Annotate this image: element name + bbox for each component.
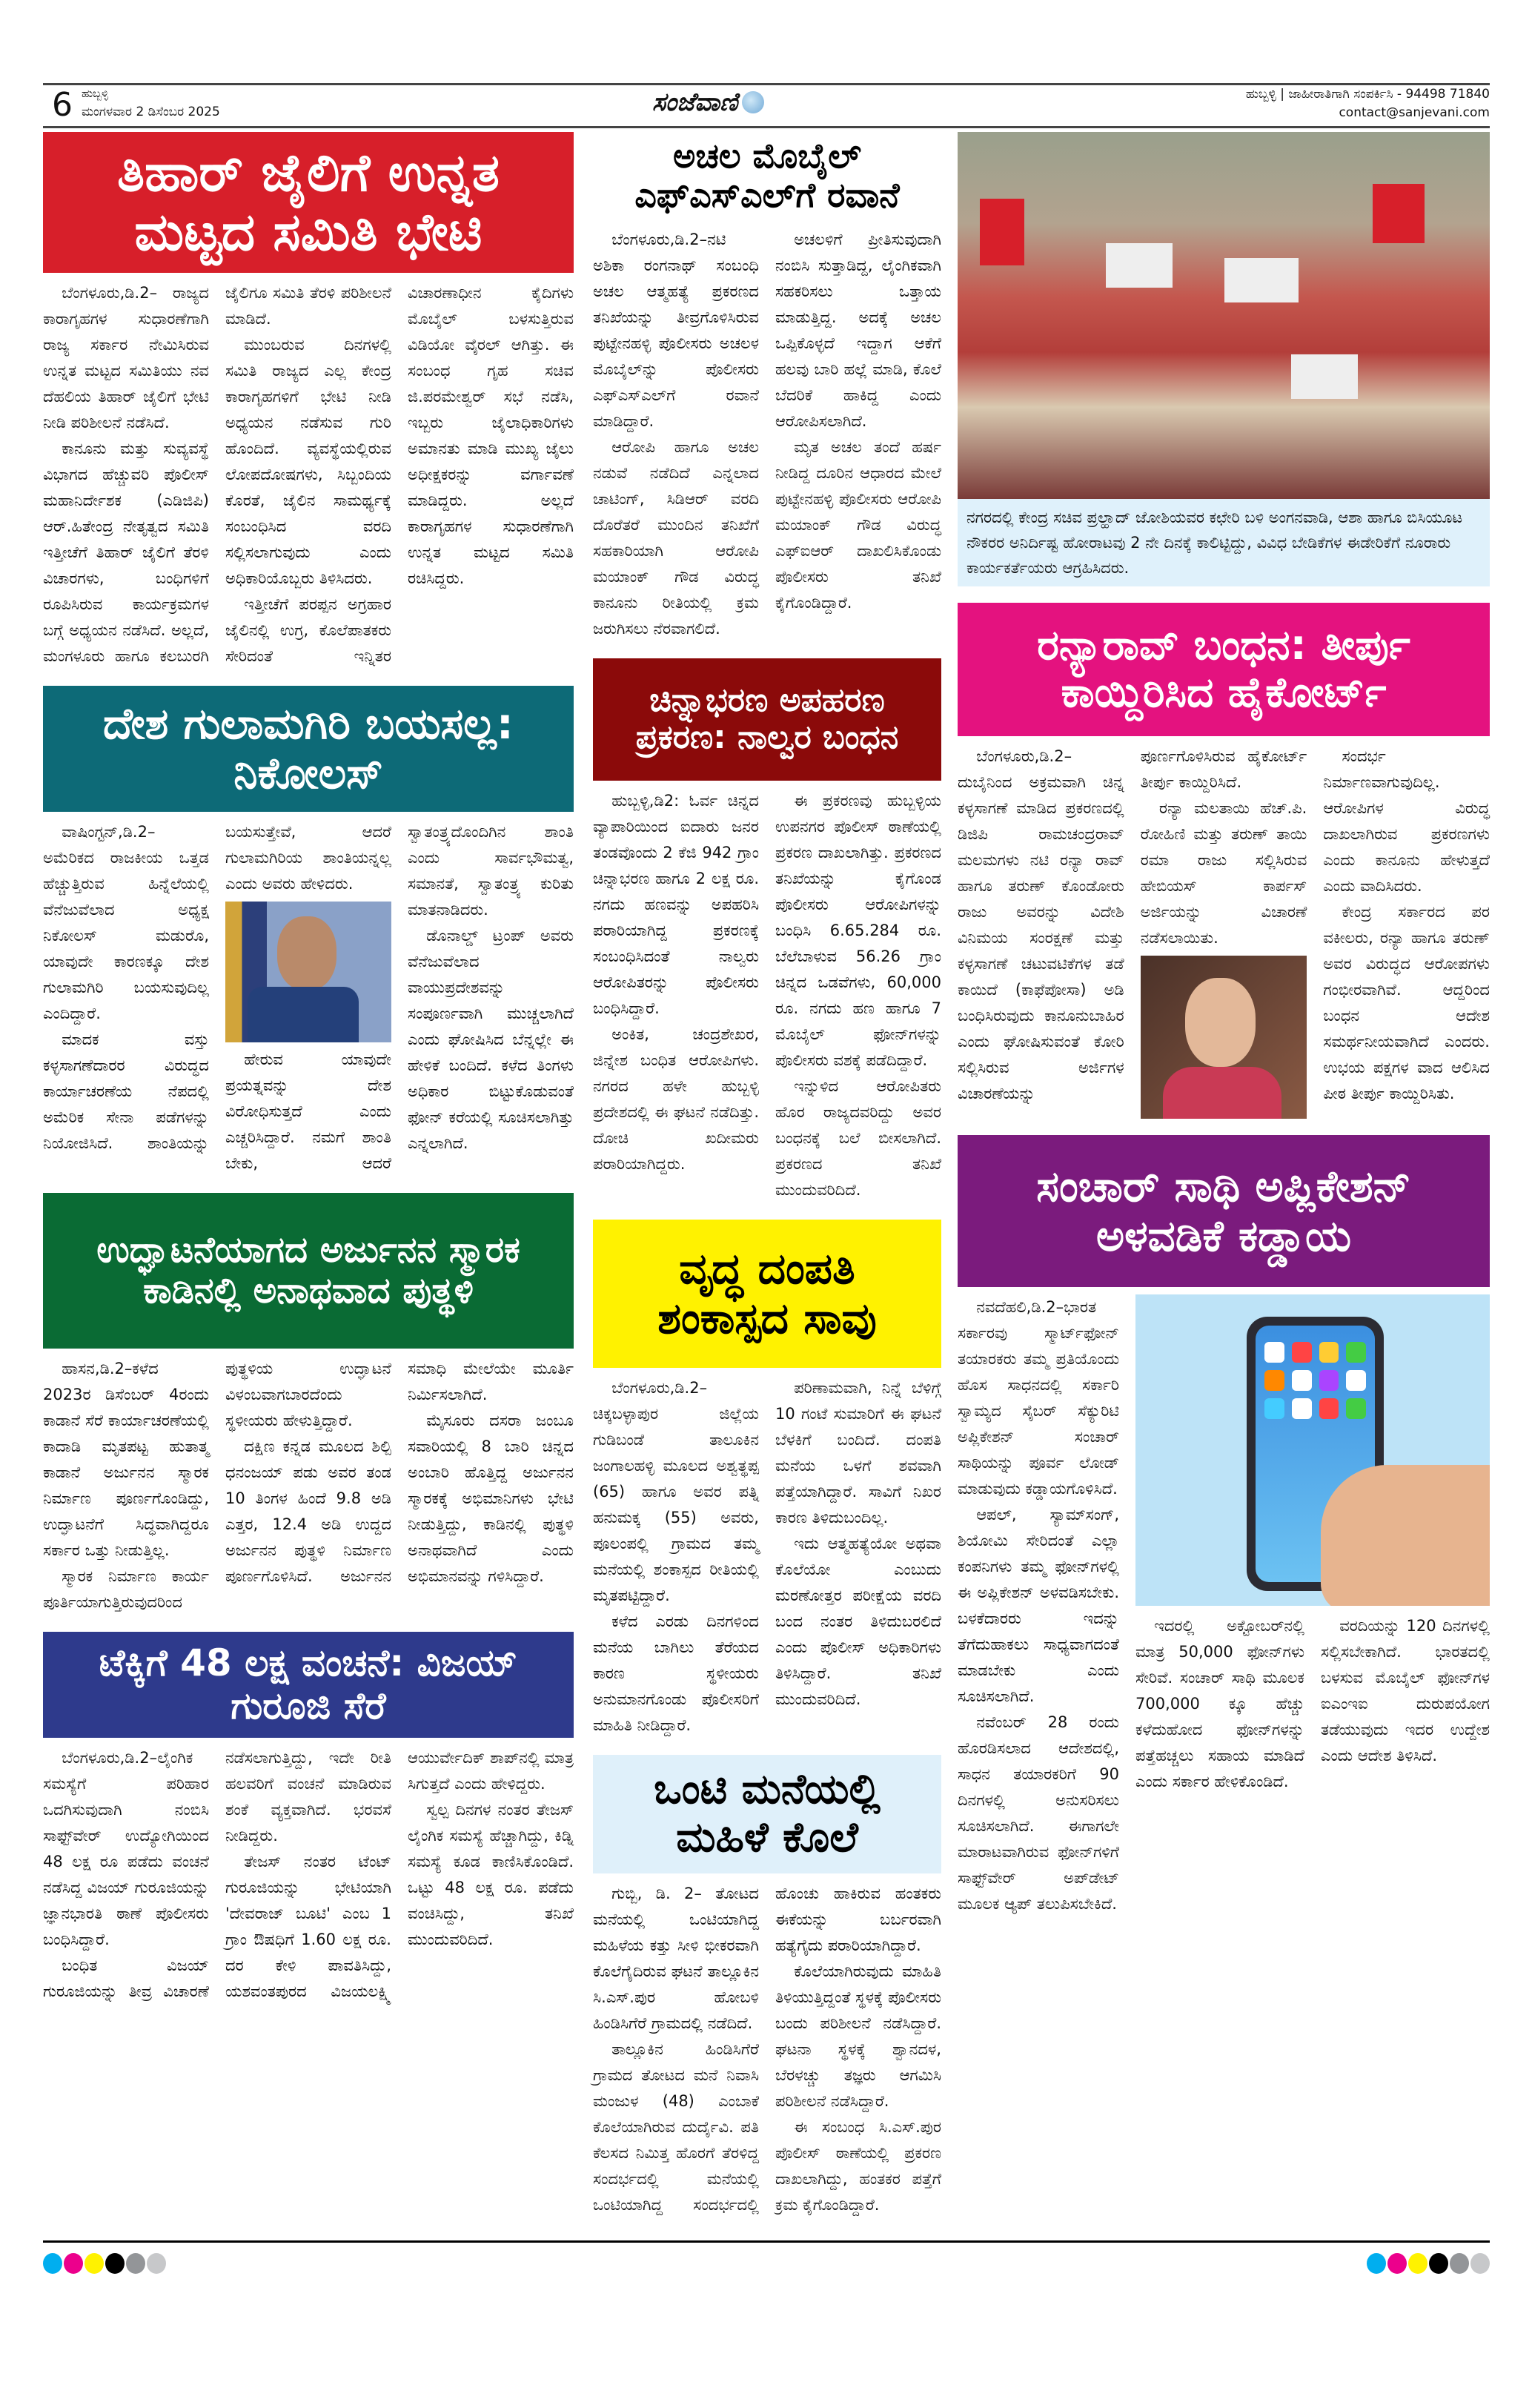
article-paragraph: ಕಾನೂನು ಮತ್ತು ಸುವ್ಯವಸ್ಥೆ ವಿಭಾಗದ ಹೆಚ್ಚುವರಿ ಪೊಲೀಸ್ ಮಹಾನಿರ್ದೇಶಕ (ಎಡಿಜಿಪಿ) ಆರ್.ಹಿತೇಂದ್ರ ನೇತೃತ್ವದ ಸಮಿತಿ ಇತ್ತೀಚೆಗೆ ತಿಹಾರ್ ಜೈಲಿಗೆ ತೆರಳಿ ವಿಚಾರಗಳು, ಬಂಧಿಗಳಿಗೆ ರೂಪಿಸಿರುವ ಕಾರ್ಯಕ್ರಮಗಳ ಬಗ್ಗೆ ಅಧ್ಯಯನ ನಡೆಸಿದೆ. ಅಲ್ಲದೆ, ಮಂಗಳೂರು ಹಾಗೂ ಕಲಬುರಗಿ ಜೈಲಿಗೂ ಸಮಿತಿ ತೆರಳಿ ಪರಿಶೀಲನೆ ಮಾಡಿದೆ.	[43, 284, 391, 665]
article-paragraph: ಸ್ಮಾರಕ ನಿರ್ಮಾಣ ಕಾರ್ಯ ಪೂರ್ತಿಯಾಗುತ್ತಿರುವುದರಿಂದ ಪುತ್ಥಳಿಯ ಉದ್ಘಾಟನೆ ವಿಳಂಬವಾಗಬಾರದೆಂದು ಸ್ಥಳೀಯರು ಹೇಳುತ್ತಿದ್ದಾರೆ.	[43, 1360, 391, 1611]
headline-chinnabharana: ಚಿನ್ನಾಭರಣ ಅಪಹರಣ ಪ್ರಕರಣ: ನಾಲ್ವರ ಬಂಧನ	[593, 658, 941, 781]
registration-dot	[1387, 2253, 1407, 2274]
article-vriddha-body	[593, 1375, 941, 1739]
article-udghatane-body	[43, 1356, 574, 1615]
article-paragraph: ಹುಬ್ಬಳ್ಳಿ,ಡಿ2: ಓರ್ವ ಚಿನ್ನದ ವ್ಯಾಪಾರಿಯಿಂದ ಐದಾರು ಜನರ ತಂಡವೊಂದು 2 ಕೆಜಿ 942 ಗ್ರಾಂ ಚಿನ್ನಾಭರಣ ಹಾಗೂ 2 ಲಕ್ಷ ರೂ. ನಗದು ಹಣವನ್ನು ಅಪಹರಿಸಿ ಪರಾರಿಯಾಗಿದ್ದ ಪ್ರಕರಣಕ್ಕೆ ಸಂಬಂಧಿಸಿದಂತೆ ನಾಲ್ವರು ಆರೋಪಿತರನ್ನು ಪೊಲೀಸರು ಬಂಧಿಸಿದ್ದಾರೆ.	[593, 791, 759, 1017]
article-paragraph: ಬಂಧಿತ ವಿಜಯ್ ಗುರೂಜಿಯನ್ನು ತೀವ್ರ ವಿಚಾರಣೆ ನಡೆಸಲಾಗುತ್ತಿದ್ದು, ಇದೇ ರೀತಿ ಹಲವರಿಗೆ ವಂಚನೆ ಮಾಡಿರುವ ಶಂಕೆ ವ್ಯಕ್ತವಾಗಿದೆ. ಭರವಸೆ ನೀಡಿದ್ದರು.	[43, 1749, 391, 2000]
right-column	[958, 132, 1490, 1917]
article-sanchar	[958, 1135, 1490, 1917]
headline-achala: ಅಚಲ ಮೊಬೈಲ್ ಎಫ್‌ಎಸ್‌ಎಲ್‌ಗೆ ರವಾನೆ	[634, 136, 900, 215]
article-desha-body	[43, 819, 574, 1177]
article-chinnabharana	[593, 658, 941, 1203]
sanchar-layout	[958, 1287, 1490, 1917]
headline-ranya: ರನ್ಯಾರಾವ್ ಬಂಧನ: ತೀರ್ಪು ಕಾಯ್ದಿರಿಸಿದ ಹೈಕೋರ್ಟ್	[958, 603, 1490, 736]
middle-column	[593, 132, 941, 2218]
article-paragraph: ನವೆಂಬರ್ 28 ರಂದು ಹೊರಡಿಸಲಾದ ಆದೇಶದಲ್ಲಿ, ಸಾಧನ ತಯಾರಕರಿಗೆ 90 ದಿನಗಳಲ್ಲಿ ಅನುಸರಿಸಲು ಸೂಚಿಸಲಾಗಿದೆ. ಈಗಾಗಲೇ ಮಾರಾಟವಾಗಿರುವ ಫೋನ್‌ಗಳಿಗೆ ಸಾಫ್ಟ್‌ವೇರ್ ಅಪ್‌ಡೇಟ್ ಮೂಲಕ ಆ್ಯಪ್ ತಲುಪಿಸಬೇಕಿದೆ.	[958, 1713, 1119, 1913]
article-ranya	[958, 603, 1490, 1119]
registration-dot	[1450, 2253, 1469, 2274]
article-paragraph: ಪರಿಣಾಮವಾಗಿ, ನಿನ್ನೆ ಬೆಳಿಗ್ಗೆ 10 ಗಂಟೆ ಸುಮಾರಿಗೆ ಈ ಘಟನೆ ಬೆಳಕಿಗೆ ಬಂದಿದೆ. ದಂಪತಿ ಮನೆಯ ಒಳಗೆ ಶವವಾಗಿ ಪತ್ತೆಯಾಗಿದ್ದಾರೆ. ಸಾವಿಗೆ ನಿಖರ ಕಾರಣ ತಿಳಿದುಬಂದಿಲ್ಲ.	[775, 1378, 941, 1526]
article-paragraph: ಇದರಲ್ಲಿ ಅಕ್ಟೋಬರ್‌ನಲ್ಲಿ ಮಾತ್ರ 50,000 ಫೋನ್‌ಗಳು ಸೇರಿವೆ. ಸಂಚಾರ್ ಸಾಥಿ ಮೂಲಕ 700,000 ಕ್ಕೂ ಹೆಚ್ಚು ಕಳೆದುಹೋದ ಫೋನ್‌ಗಳನ್ನು ಪತ್ತೆಹಚ್ಚಲು ಸಹಾಯ ಮಾಡಿದೆ ಎಂದು ಸರ್ಕಾರ ಹೇಳಿಕೊಂಡಿದೆ.	[1135, 1617, 1304, 1790]
article-vriddha	[593, 1220, 941, 1739]
article-paragraph: ಗುಬ್ಬಿ, ಡಿ. 2– ತೋಟದ ಮನೆಯಲ್ಲಿ ಒಂಟಿಯಾಗಿದ್ದ ಮಹಿಳೆಯ ಕತ್ತು ಸೀಳಿ ಭೀಕರವಾಗಿ ಕೊಲೆಗೈದಿರುವ ಘಟನೆ ತಾಲ್ಲೂಕಿನ ಸಿ.ಎಸ್.ಪುರ ಹೋಬಳಿ ಹಿಂಡಿಸಿಗೆರೆ ಗ್ರಾಮದಲ್ಲಿ ನಡೆದಿದೆ.	[593, 1884, 759, 2032]
article-paragraph: ಈ ಸಂಬಂಧ ಸಿ.ಎಸ್.ಪುರ ಪೊಲೀಸ್ ಠಾಣೆಯಲ್ಲಿ ಪ್ರಕರಣ ದಾಖಲಾಗಿದ್ದು, ಹಂತಕರ ಪತ್ತೆಗೆ ಕ್ರಮ ಕೈಗೊಂಡಿದ್ದಾರೆ.	[775, 2117, 941, 2214]
registration-dot	[84, 2253, 104, 2274]
article-paragraph: ತೇಜಸ್ ನಂತರ ಟೆಂಟ್ ಗುರೂಜಿಯನ್ನು ಭೇಟಿಯಾಗಿ 'ದೇವರಾಜ್ ಬೂಟಿ' ಎಂಬ 1 ಗ್ರಾಂ ಔಷಧಿಗೆ 1.60 ಲಕ್ಷ ರೂ. ದರ ಕೇಳಿ ಪಾವತಿಸಿದ್ದು, ಯಶವಂತಪುರದ ವಿಜಯಲಕ್ಷ್ಮಿ ಆಯುರ್ವೇದಿಕ್ ಶಾಪ್‌ನಲ್ಲಿ ಮಾತ್ರ ಸಿಗುತ್ತದೆ ಎಂದು ಹೇಳಿದ್ದರು.	[225, 1749, 574, 2000]
ad-contact: ಹುಬ್ಬಳ್ಳಿ | ಜಾಹೀರಾತಿಗಾಗಿ ಸಂಪರ್ಕಿಸಿ - 94498 71840	[1245, 87, 1490, 102]
page-footer	[43, 2240, 1490, 2300]
registration-marks-right	[1367, 2253, 1490, 2300]
article-paragraph: ಮುಂಬರುವ ದಿನಗಳಲ್ಲಿ ಸಮಿತಿ ರಾಜ್ಯದ ಎಲ್ಲ ಕೇಂದ್ರ ಕಾರಾಗೃಹಗಳಿಗೆ ಭೇಟಿ ನೀಡಿ ಅಧ್ಯಯನ ನಡೆಸುವ ಗುರಿ ಹೊಂದಿದೆ. ವ್ಯವಸ್ಥೆಯಲ್ಲಿರುವ ಲೋಪದೋಷಗಳು, ಸಿಬ್ಬಂದಿಯ ಕೊರತೆ, ಜೈಲಿನ ಸಾಮರ್ಥ್ಯಕ್ಕೆ ಸಂಬಂಧಿಸಿದ ವರದಿ ಸಲ್ಲಿಸಲಾಗುವುದು ಎಂದು ಅಧಿಕಾರಿಯೊಬ್ಬರು ತಿಳಿಸಿದರು.	[225, 336, 391, 587]
article-paragraph: ಡೊನಾಲ್ಡ್ ಟ್ರಂಪ್ ಅವರು ವೆನೆಜುವೆಲಾದ ವಾಯುಪ್ರದೇಶವನ್ನು ಸಂಪೂರ್ಣವಾಗಿ ಮುಚ್ಚಲಾಗಿದೆ ಎಂದು ಘೋಷಿಸಿದ ಬೆನ್ನಲ್ಲೇ ಈ ಹೇಳಿಕೆ ಬಂದಿದೆ. ಕಳೆದ ತಿಂಗಳು ಅಧಿಕಾರ ಬಿಟ್ಟುಕೊಡುವಂತೆ ಫೋನ್ ಕರೆಯಲ್ಲಿ ಸೂಚಿಸಲಾಗಿತ್ತು ಎನ್ನಲಾಗಿದೆ.	[408, 927, 574, 1152]
edition-city: ಹುಬ್ಬಳ್ಳಿ	[82, 87, 109, 100]
article-paragraph: ಸಂದರ್ಭ ನಿರ್ಮಾಣವಾಗುವುದಿಲ್ಲ. ಆರೋಪಿಗಳ ವಿರುದ್ಧ ದಾಖಲಾಗಿರುವ ಪ್ರಕರಣಗಳು ಎಂದು ಕಾನೂನು ಹೇಳುತ್ತದೆ ಎಂದು ವಾದಿಸಿದರು.	[1323, 747, 1490, 895]
headline-sanchar: ಸಂಚಾರ್ ಸಾಥಿ ಅಪ್ಲಿಕೇಶನ್ ಅಳವಡಿಕೆ ಕಡ್ಡಾಯ	[958, 1135, 1490, 1287]
article-paragraph: ಮಾದಕ ವಸ್ತು ಕಳ್ಳಸಾಗಣೆದಾರರ ವಿರುದ್ಧದ ಕಾರ್ಯಾಚರಣೆಯ ನೆಪದಲ್ಲಿ ಅಮೆರಿಕ ಸೇನಾ ಪಡೆಗಳನ್ನು ನಿಯೋಜಿಸಿದೆ. ಶಾಂತಿಯನ್ನು ಬಯಸುತ್ತೇವೆ, ಆದರೆ ಗುಲಾಮಗಿರಿಯ ಶಾಂತಿಯನ್ನಲ್ಲ ಎಂದು ಅವರು ಹೇಳಿದರು.	[43, 823, 391, 1152]
article-paragraph: ಹೇರುವ ಯಾವುದೇ ಪ್ರಯತ್ನವನ್ನು ದೇಶ ವಿರೋಧಿಸುತ್ತದೆ ಎಂದು ಎಚ್ಚರಿಸಿದ್ದಾರೆ. ನಮಗೆ ಶಾಂತಿ ಬೇಕು, ಆದರೆ ಸ್ವಾತಂತ್ರ್ಯದೊಂದಿಗಿನ ಶಾಂತಿ ಎಂದು ಸಾರ್ವಭೌಮತ್ವ, ಸಮಾನತೆ, ಸ್ವಾತಂತ್ರ್ಯ ಕುರಿತು ಮಾತನಾಡಿದರು.	[225, 823, 574, 1172]
registration-dot	[1429, 2253, 1448, 2274]
headline-vriddha: ವೃದ್ಧ ದಂಪತಿ ಶಂಕಾಸ್ಪದ ಸಾವು	[593, 1220, 941, 1368]
page-number: 6	[52, 86, 73, 124]
registration-dot	[126, 2253, 145, 2274]
article-ranya-body	[958, 744, 1490, 1119]
article-paragraph: ದಕ್ಷಿಣ ಕನ್ನಡ ಮೂಲದ ಶಿಲ್ಪಿ ಧನಂಜಯ್ ಪಡು ಅವರ ತಂಡ 10 ತಿಂಗಳ ಹಿಂದೆ 9.8 ಅಡಿ ಎತ್ತರ, 12.4 ಅಡಿ ಉದ್ದದ ಅರ್ಜುನನ ಪುತ್ಥಳಿ ನಿರ್ಮಾಣ ಪೂರ್ಣಗೊಳಿಸಿದೆ. ಅರ್ಜುನನ ಸಮಾಧಿ ಮೇಲೆಯೇ ಮೂರ್ತಿ ನಿರ್ಮಿಸಲಾಗಿದೆ.	[225, 1360, 574, 1585]
article-tihar	[43, 132, 574, 669]
article-onti	[593, 1755, 941, 2218]
protest-photo	[958, 132, 1490, 499]
headline-desha: ದೇಶ ಗುಲಾಮಗಿರಿ ಬಯಸಲ್ಲ: ನಿಕೋಲಸ್	[43, 686, 574, 812]
article-sanchar-body	[958, 1294, 1119, 1917]
registration-dot	[1408, 2253, 1427, 2274]
smartphone-photo	[1135, 1294, 1490, 1606]
article-udghatane	[43, 1193, 574, 1615]
article-paragraph: ಇದು ಆತ್ಮಹತ್ಯೆಯೋ ಅಥವಾ ಕೊಲೆಯೋ ಎಂಬುದು ಮರಣೋತ್ತರ ಪರೀಕ್ಷೆಯ ವರದಿ ಬಂದ ನಂತರ ತಿಳಿದುಬರಲಿದೆ ಎಂದು ಪೊಲೀಸ್ ಅಧಿಕಾರಿಗಳು ತಿಳಿಸಿದ್ದಾರೆ. ತನಿಖೆ ಮುಂದುವರಿದಿದೆ.	[775, 1534, 941, 1708]
article-paragraph: ಕಳೆದ ಎರಡು ದಿನಗಳಿಂದ ಮನೆಯ ಬಾಗಿಲು ತೆರೆಯದ ಕಾರಣ ಸ್ಥಳೀಯರು ಅನುಮಾನಗೊಂಡು ಪೊಲೀಸರಿಗೆ ಮಾಹಿತಿ ನೀಡಿದ್ದಾರೆ.	[593, 1612, 759, 1734]
protest-photo-caption: ನಗರದಲ್ಲಿ ಕೇಂದ್ರ ಸಚಿವ ಪ್ರಲ್ಹಾದ್ ಜೋಶಿಯವರ ಕಛೇರಿ ಬಳಿ ಅಂಗನವಾಡಿ, ಆಶಾ ಹಾಗೂ ಬಿಸಿಯೂಟ ನೌಕರರ ಅನಿರ್ದಿಷ್ಟ ಹೋರಾಟವು 2 ನೇ ದಿನಕ್ಕೆ ಕಾಲಿಟ್ಟಿದ್ದು, ವಿವಿಧ ಬೇಡಿಕೆಗಳ ಈಡೇರಿಕೆಗೆ ನೂರಾರು ಕಾರ್ಯಕರ್ತೆಯರು ಆಗ್ರಹಿಸಿದರು.	[958, 499, 1490, 586]
registration-dot	[43, 2253, 62, 2274]
article-paragraph: ಅಚಲಳಿಗೆ ಪ್ರೀತಿಸುವುದಾಗಿ ನಂಬಿಸಿ ಸುತ್ತಾಡಿದ್ದ, ಲೈಂಗಿಕವಾಗಿ ಸಹಕರಿಸಲು ಒತ್ತಾಯ ಮಾಡುತ್ತಿದ್ದ. ಅದಕ್ಕೆ ಅಚಲ ಒಪ್ಪಿಕೊಳ್ಳದೆ ಇದ್ದಾಗ ಆಕೆಗೆ ಹಲವು ಬಾರಿ ಹಲ್ಲೆ ಮಾಡಿ, ಕೊಲೆ ಬೆದರಿಕೆ ಹಾಕಿದ್ದ ಎಂದು ಆರೋಪಿಸಲಾಗಿದೆ.	[775, 230, 941, 430]
headline-onti: ಒಂಟಿ ಮನೆಯಲ್ಲಿ ಮಹಿಳೆ ಕೊಲೆ	[593, 1755, 941, 1873]
article-paragraph: ಹಾಸನ,ಡಿ.2–ಕಳೆದ 2023ರ ಡಿಸೆಂಬರ್ 4ರಂದು ಕಾಡಾನೆ ಸೆರೆ ಕಾರ್ಯಾಚರಣೆಯಲ್ಲಿ ಕಾದಾಡಿ ಮೃತಪಟ್ಟ ಹುತಾತ್ಮ ಕಾಡಾನೆ ಅರ್ಜುನನ ಸ್ಮಾರಕ ನಿರ್ಮಾಣ ಪೂರ್ಣಗೊಂಡಿದ್ದು, ಉದ್ಘಾಟನೆಗೆ ಸಿದ್ಧವಾಗಿದ್ದರೂ ಸರ್ಕಾರ ಒತ್ತು ನೀಡುತ್ತಿಲ್ಲ.	[43, 1360, 209, 1559]
article-paragraph: ಬೆಂಗಳೂರು,ಡಿ.2–ದುಬೈನಿಂದ ಅಕ್ರಮವಾಗಿ ಚಿನ್ನ ಕಳ್ಳಸಾಗಣೆ ಮಾಡಿದ ಪ್ರಕರಣದಲ್ಲಿ ಡಿಜಿಪಿ ರಾಮಚಂದ್ರರಾವ್ ಮಲಮಗಳು ನಟಿ ರನ್ಯಾ ರಾವ್ ಹಾಗೂ ತರುಣ್ ಕೊಂಡೋರು ರಾಜು ಅವರನ್ನು ವಿದೇಶಿ ವಿನಿಮಯ ಸಂರಕ್ಷಣೆ ಮತ್ತು ಕಳ್ಳಸಾಗಣೆ ಚಟುವಟಿಕೆಗಳ ತಡೆ ಕಾಯಿದೆ (ಕಾಫೆಪೋಸಾ) ಅಡಿ ಬಂಧಿಸಿರುವುದು ಕಾನೂನುಬಾಹಿರ ಎಂದು ಘೋಷಿಸುವಂತೆ ಕೋರಿ ಸಲ್ಲಿಸಿರುವ ಅರ್ಜಿಗಳ ವಿಚಾರಣೆಯನ್ನು ಪೂರ್ಣಗೊಳಿಸಿರುವ ಹೈಕೋರ್ಟ್ ತೀರ್ಪು ಕಾಯ್ದಿರಿಸಿದೆ.	[958, 747, 1307, 1102]
article-paragraph: ಇತ್ತೀಚೆಗೆ ಪರಪ್ಪನ ಅಗ್ರಹಾರ ಜೈಲಿನಲ್ಲಿ ಉಗ್ರ, ಕೊಲೆಪಾತಕರು ಸೇರಿದಂತೆ ಇನ್ನಿತರ ವಿಚಾರಣಾಧೀನ ಕೈದಿಗಳು ಮೊಬೈಲ್ ಬಳಸುತ್ತಿರುವ ವಿಡಿಯೋ ವೈರಲ್ ಆಗಿತ್ತು. ಈ ಸಂಬಂಧ ಗೃಹ ಸಚಿವ ಜಿ.ಪರಮೇಶ್ವರ್ ಸಭೆ ನಡೆಸಿ, ಇಬ್ಬರು ಜೈಲಾಧಿಕಾರಿಗಳು ಅಮಾನತು ಮಾಡಿ ಮುಖ್ಯ ಜೈಲು ಅಧೀಕ್ಷಕರನ್ನು ವರ್ಗಾವಣೆ ಮಾಡಿದ್ದರು. ಅಲ್ಲದೆ ಕಾರಾಗೃಹಗಳ ಸುಧಾರಣೆಗಾಗಿ ಉನ್ನತ ಮಟ್ಟದ ಸಮಿತಿ ರಚಿಸಿದ್ದರು.	[225, 284, 574, 665]
ranya-rao-photo	[1141, 956, 1307, 1119]
article-achala-body	[593, 227, 941, 642]
registration-dot	[64, 2253, 83, 2274]
article-paragraph: ಸ್ವಲ್ಪ ದಿನಗಳ ನಂತರ ತೇಜಸ್ ಲೈಂಗಿಕ ಸಮಸ್ಯೆ ಹೆಚ್ಚಾಗಿದ್ದು, ಕಿಡ್ನಿ ಸಮಸ್ಯೆ ಕೂಡ ಕಾಣಿಸಿಕೊಂಡಿದೆ. ಒಟ್ಟು 48 ಲಕ್ಷ ರೂ. ಪಡೆದು ವಂಚಿಸಿದ್ದು, ತನಿಖೆ ಮುಂದುವರಿದಿದೆ.	[408, 1801, 574, 1948]
contact-email[interactable]: contact@sanjevani.com	[1339, 105, 1490, 120]
article-paragraph: ಬೆಂಗಳೂರು,ಡಿ.2– ರಾಜ್ಯದ ಕಾರಾಗೃಹಗಳ ಸುಧಾರಣೆಗಾಗಿ ರಾಜ್ಯ ಸರ್ಕಾರ ನೇಮಿಸಿರುವ ಉನ್ನತ ಮಟ್ಟದ ಸಮಿತಿಯು ನವ ದೆಹಲಿಯ ತಿಹಾರ್ ಜೈಲಿಗೆ ಭೇಟಿ ನೀಡಿ ಪರಿಶೀಲನೆ ನಡೆಸಿದೆ.	[43, 284, 209, 431]
issue-date: ಮಂಗಳವಾರ 2 ಡಿಸೆಂಬರ 2025	[82, 105, 220, 119]
headline-udghatane: ಉದ್ಘಾಟನೆಯಾಗದ ಅರ್ಜುನನ ಸ್ಮಾರಕ ಕಾಡಿನಲ್ಲಿ ಅನಾಥವಾದ ಪುತ್ಥಳಿ	[43, 1193, 574, 1349]
article-paragraph: ಬೆಂಗಳೂರು,ಡಿ.2–ಚಿಕ್ಕಬಳ್ಳಾಪುರ ಜಿಲ್ಲೆಯ ಗುಡಿಬಂಡೆ ತಾಲೂಕಿನ ಜಂಗಾಲಹಳ್ಳಿ ಮೂಲದ ಅಶ್ವತ್ಥಪ್ಪ (65) ಹಾಗೂ ಅವರ ಪತ್ನಿ ಹನುಮಕ್ಕ (55) ಅವರು, ಪೂಲಂಪಲ್ಲಿ ಗ್ರಾಮದ ತಮ್ಮ ಮನೆಯಲ್ಲಿ ಶಂಕಾಸ್ಪದ ರೀತಿಯಲ್ಲಿ ಮೃತಪಟ್ಟಿದ್ದಾರೆ.	[593, 1378, 759, 1604]
headline-tekkige: ಟೆಕ್ಕಿಗೆ 48 ಲಕ್ಷ ವಂಚನೆ: ವಿಜಯ್ ಗುರೂಜಿ ಸೆರೆ	[43, 1632, 574, 1738]
article-tekkige-body	[43, 1745, 574, 2005]
headline-tihar: ತಿಹಾರ್ ಜೈಲಿಗೆ ಉನ್ನತ ಮಟ್ಟದ ಸಮಿತಿ ಭೇಟಿ	[43, 132, 574, 273]
registration-dot	[147, 2253, 166, 2274]
article-paragraph: ಕೊಲೆಯಾಗಿರುವುದು ಮಾಹಿತಿ ತಿಳಿಯುತ್ತಿದ್ದಂತೆ ಸ್ಥಳಕ್ಕೆ ಪೊಲೀಸರು ಬಂದು ಪರಿಶೀಲನೆ ನಡೆಸಿದ್ದಾರೆ. ಘಟನಾ ಸ್ಥಳಕ್ಕೆ ಶ್ವಾನದಳ, ಬೆರಳಚ್ಚು ತಜ್ಞರು ಆಗಮಿಸಿ ಪರಿಶೀಲನೆ ನಡೆಸಿದ್ದಾರೆ.	[775, 1962, 941, 2110]
page-content	[43, 0, 1490, 2218]
article-achala	[593, 132, 941, 642]
article-paragraph: ಆಪಲ್, ಸ್ಯಾಮ್‌ಸಂಗ್, ಶಿಯೋಮಿ ಸೇರಿದಂತೆ ಎಲ್ಲಾ ಕಂಪನಿಗಳು ತಮ್ಮ ಫೋನ್‌ಗಳಲ್ಲಿ ಈ ಅಪ್ಲಿಕೇಶನ್ ಅಳವಡಿಸಬೇಕು. ಬಳಕೆದಾರರು ಇದನ್ನು ತೆಗೆದುಹಾಕಲು ಸಾಧ್ಯವಾಗದಂತೆ ಮಾಡಬೇಕು ಎಂದು ಸೂಚಿಸಲಾಗಿದೆ.	[958, 1506, 1119, 1705]
article-chinnabharana-body	[593, 788, 941, 1203]
article-paragraph: ರನ್ಯಾ ಮಲತಾಯಿ ಹೆಚ್.ಪಿ. ರೋಹಿಣಿ ಮತ್ತು ತರುಣ್ ತಾಯಿ ರಮಾ ರಾಜು ಸಲ್ಲಿಸಿರುವ ಹೇಬಿಯಸ್ ಕಾರ್ಪಸ್ ಅರ್ಜಿಯನ್ನು ವಿಚಾರಣೆ ನಡೆಸಲಾಯಿತು.	[1140, 799, 1307, 947]
article-paragraph: ವರದಿಯನ್ನು 120 ದಿನಗಳಲ್ಲಿ ಸಲ್ಲಿಸಬೇಕಾಗಿದೆ. ಭಾರತದಲ್ಲಿ ಬಳಸುವ ಮೊಬೈಲ್ ಫೋನ್‌ಗಳ ಐಎಂಇಐ ದುರುಪಯೋಗ ತಡೆಯುವುದು ಇದರ ಉದ್ದೇಶ ಎಂದು ಆದೇಶ ತಿಳಿಸಿದೆ.	[1321, 1617, 1490, 1764]
article-paragraph: ಬೆಂಗಳೂರು,ಡಿ.2–ನಟಿ ಅಶಿಕಾ ರಂಗನಾಥ್ ಸಂಬಂಧಿ ಅಚಲ ಆತ್ಮಹತ್ಯೆ ಪ್ರಕರಣದ ತನಿಖೆಯನ್ನು ತೀವ್ರಗೊಳಿಸಿರುವ ಪುಟ್ಟೇನಹಳ್ಳಿ ಪೊಲೀಸರು ಅಚಲಳ ಮೊಬೈಲ್‌ನ್ನು ಪೊಲೀಸರು ಎಫ್‌ಎಸ್‌ಎಲ್‌ಗೆ ರವಾನೆ ಮಾಡಿದ್ದಾರೆ.	[593, 230, 759, 430]
maduro-photo	[225, 902, 391, 1042]
registration-dot	[1470, 2253, 1490, 2274]
article-paragraph: ಅಂಕಿತ, ಚಂದ್ರಶೇಖರ, ಜಿನ್ನೇಶ ಬಂಧಿತ ಆರೋಪಿಗಳು. ನಗರದ ಹಳೇ ಹುಬ್ಬಳ್ಳಿ ಪ್ರದೇಶದಲ್ಲಿ ಈ ಘಟನೆ ನಡೆದಿತ್ತು. ದೋಚಿ ಖದೀಮರು ಪರಾರಿಯಾಗಿದ್ದರು.	[593, 1025, 759, 1173]
article-paragraph: ಈ ಪ್ರಕರಣವು ಹುಬ್ಬಳ್ಳಿಯ ಉಪನಗರ ಪೊಲೀಸ್ ಠಾಣೆಯಲ್ಲಿ ಪ್ರಕರಣ ದಾಖಲಾಗಿತ್ತು. ಪ್ರಕರಣದ ತನಿಖೆಯನ್ನು ಕೈಗೊಂಡ ಪೊಲೀಸರು ಆರೋಪಿಗಳನ್ನು ಬಂಧಿಸಿ 6.65.284 ರೂ. ಬೆಲೆಬಾಳುವ 56.26 ಗ್ರಾಂ ಚಿನ್ನದ ಒಡವೆಗಳು, 60,000 ರೂ. ನಗದು ಹಣ ಹಾಗೂ 7 ಮೊಬೈಲ್ ಫೋನ್‌ಗಳನ್ನು ಪೊಲೀಸರು ವಶಕ್ಕೆ ಪಡೆದಿದ್ದಾರೆ.	[775, 791, 941, 1069]
masthead-title: ಸಂಜೆವಾಣಿ	[652, 87, 738, 117]
article-paragraph: ಇನ್ನುಳಿದ ಆರೋಪಿತರು ಹೊರ ರಾಜ್ಯದವರಿದ್ದು ಅವರ ಬಂಧನಕ್ಕೆ ಬಲೆ ಬೀಸಲಾಗಿದೆ. ಪ್ರಕರಣದ ತನಿಖೆ ಮುಂದುವರಿದಿದೆ.	[775, 1076, 941, 1199]
protest-photo-block	[958, 132, 1490, 586]
article-paragraph: ಬೆಂಗಳೂರು,ಡಿ.2–ಲೈಂಗಿಕ ಸಮಸ್ಯೆಗೆ ಪರಿಹಾರ ಒದಗಿಸುವುದಾಗಿ ನಂಬಿಸಿ ಸಾಫ್ಟ್‌ವೇರ್ ಉದ್ಯೋಗಿಯಿಂದ 48 ಲಕ್ಷ ರೂ ಪಡೆದು ವಂಚನೆ ನಡೆಸಿದ್ದ ವಿಜಯ್ ಗುರೂಜಿಯನ್ನು ಜ್ಞಾನಭಾರತಿ ಠಾಣೆ ಪೊಲೀಸರು ಬಂಧಿಸಿದ್ದಾರೆ.	[43, 1749, 209, 1948]
registration-dot	[105, 2253, 125, 2274]
left-column	[43, 132, 574, 2005]
article-tihar-body	[43, 280, 574, 669]
sanchar-right	[1135, 1294, 1490, 1795]
hand	[1321, 1465, 1490, 1606]
article-paragraph: ತಾಲ್ಲೂಕಿನ ಹಿಂಡಿಸಿಗೆರೆ ಗ್ರಾಮದ ತೋಟದ ಮನೆ ನಿವಾಸಿ ಮಂಜುಳ (48) ಎಂಬಾಕೆ ಕೊಲೆಯಾಗಿರುವ ದುರ್ದೈವಿ. ಪತಿ ಕೆಲಸದ ನಿಮಿತ್ತ ಹೊರಗೆ ತೆರಳಿದ್ದ ಸಂದರ್ಭದಲ್ಲಿ ಮನೆಯಲ್ಲಿ ಒಂಟಿಯಾಗಿದ್ದ ಸಂದರ್ಭದಲ್ಲಿ ಹೊಂಚು ಹಾಕಿರುವ ಹಂತಕರು ಈಕೆಯನ್ನು ಬರ್ಬರವಾಗಿ ಹತ್ಯೆಗೈದು ಪರಾರಿಯಾಗಿದ್ದಾರೆ.	[593, 1884, 941, 2214]
article-paragraph: ಆರೋಪಿ ಹಾಗೂ ಅಚಲ ನಡುವೆ ನಡೆದಿದೆ ಎನ್ನಲಾದ ಚಾಟಿಂಗ್, ಸಿಡಿಆರ್ ವರದಿ ದೊರೆತರೆ ಮುಂದಿನ ತನಿಖೆಗೆ ಸಹಕಾರಿಯಾಗಿ ಆರೋಪಿ ಮಯಾಂಕ್ ಗೌಡ ವಿರುದ್ಧ ಕಾನೂನು ರೀತಿಯಲ್ಲಿ ಕ್ರಮ ಜರುಗಿಸಲು ನೆರವಾಗಲಿದೆ.	[593, 437, 759, 638]
article-paragraph: ಮೈಸೂರು ದಸರಾ ಜಂಬೂ ಸವಾರಿಯಲ್ಲಿ 8 ಬಾರಿ ಚಿನ್ನದ ಅಂಬಾರಿ ಹೊತ್ತಿದ್ದ ಅರ್ಜುನನ ಸ್ಮಾರಕಕ್ಕೆ ಅಭಿಮಾನಿಗಳು ಭೇಟಿ ನೀಡುತ್ತಿದ್ದು, ಕಾಡಿನಲ್ಲಿ ಪುತ್ಥಳಿ ಅನಾಥವಾಗಿದೆ ಎಂದು ಅಭಿಮಾನವನ್ನು ಗಳಿಸಿದ್ದಾರೆ.	[408, 1412, 574, 1585]
article-desha	[43, 686, 574, 1177]
article-paragraph: ಮೃತ ಅಚಲ ತಂದೆ ಹರ್ಷ ನೀಡಿದ್ದ ದೂರಿನ ಆಧಾರದ ಮೇಲೆ ಪುಟ್ಟೇನಹಳ್ಳಿ ಪೊಲೀಸರು ಆರೋಪಿ ಮಯಾಂಕ್ ಗೌಡ ವಿರುದ್ಧ ಎಫ್‌ಐಆರ್ ದಾಖಲಿಸಿಕೊಂಡು ಪೊಲೀಸರು ತನಿಖೆ ಕೈಗೊಂಡಿದ್ದಾರೆ.	[775, 437, 941, 612]
article-tekkige	[43, 1632, 574, 2005]
article-sanchar-body-continued	[1135, 1613, 1490, 1795]
article-onti-body	[593, 1881, 941, 2218]
article-paragraph: ನವದೆಹಲಿ,ಡಿ.2–ಭಾರತ ಸರ್ಕಾರವು ಸ್ಮಾರ್ಟ್‌ಫೋನ್ ತಯಾರಕರು ತಮ್ಮ ಪ್ರತಿಯೊಂದು ಹೊಸ ಸಾಧನದಲ್ಲಿ ಸರ್ಕಾರಿ ಸ್ವಾಮ್ಯದ ಸೈಬರ್ ಸೆಕ್ಯುರಿಟಿ ಅಪ್ಲಿಕೇಶನ್ ಸಂಚಾರ್ ಸಾಥಿಯನ್ನು ಪೂರ್ವ ಲೋಡ್ ಮಾಡುವುದು ಕಡ್ಡಾಯಗೊಳಿಸಿದೆ.	[958, 1298, 1119, 1498]
article-paragraph: ಕೇಂದ್ರ ಸರ್ಕಾರದ ಪರ ವಕೀಲರು, ರನ್ಯಾ ಹಾಗೂ ತರುಣ್ ಅವರ ವಿರುದ್ಧದ ಆರೋಪಗಳು ಗಂಭೀರವಾಗಿವೆ. ಆದ್ದರಿಂದ ಬಂಧನ ಆದೇಶ ಸಮರ್ಥನೀಯವಾಗಿದೆ ಎಂದರು. ಉಭಯ ಪಕ್ಷಗಳ ವಾದ ಆಲಿಸಿದ ಪೀಠ ತೀರ್ಪು ಕಾಯ್ದಿರಿಸಿತು.	[1323, 903, 1490, 1102]
article-paragraph: ವಾಷಿಂಗ್ಟನ್,ಡಿ.2– ಅಮೆರಿಕದ ರಾಜಕೀಯ ಒತ್ತಡ ಹೆಚ್ಚುತ್ತಿರುವ ಹಿನ್ನೆಲೆಯಲ್ಲಿ ವೆನೆಜುವೆಲಾದ ಅಧ್ಯಕ್ಷ ನಿಕೋಲಸ್ ಮಡುರೊ, ಯಾವುದೇ ಕಾರಣಕ್ಕೂ ದೇಶ ಗುಲಾಮಗಿರಿ ಬಯಸುವುದಿಲ್ಲ ಎಂದಿದ್ದಾರೆ.	[43, 823, 209, 1022]
registration-dot	[1367, 2253, 1386, 2274]
registration-marks-left	[43, 2253, 166, 2300]
